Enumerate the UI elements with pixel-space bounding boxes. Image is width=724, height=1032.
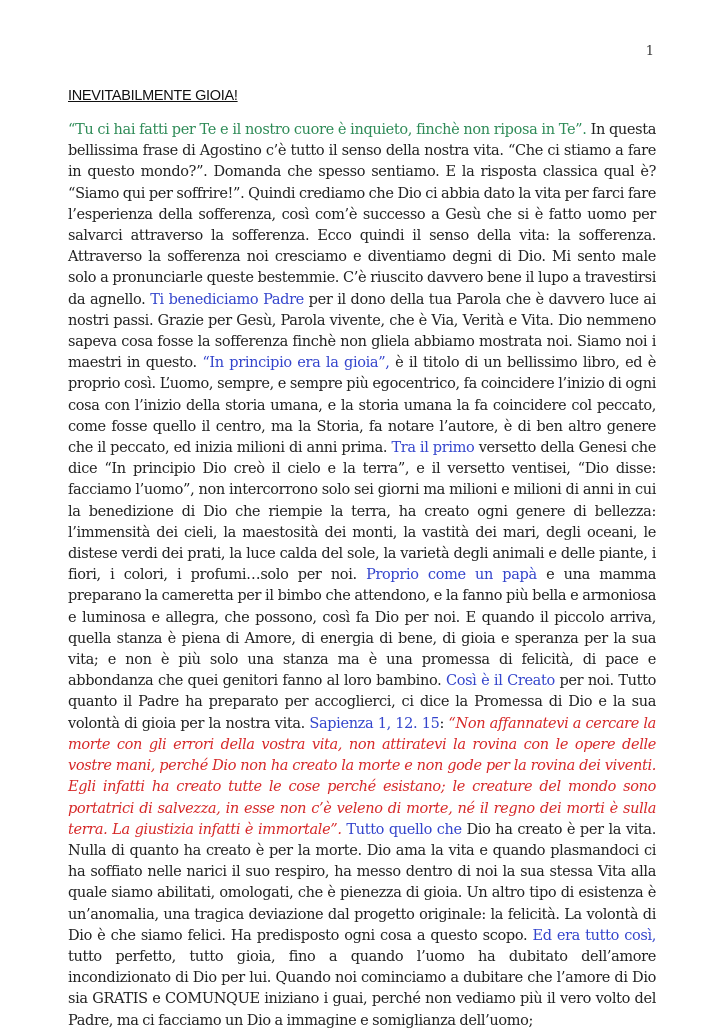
body-text-run: tutto perfetto, tutto gioia, fino a quando l’uomo ha dubitato dell’amore incondizionato di Dio per lui. Quando noi cominciamo a dubitare che l’amore di Dio sia GRATIS e COMUNQUE iniziano i guai, perché non vediamo più il vero volto del Padre, ma ci facciamo un Dio a immagine e somiglianza dell’uomo; bbox=[68, 948, 656, 1029]
document-title: INEVITABILMENTE GIOIA! bbox=[68, 88, 238, 104]
highlighted-phrase: Ed era tutto così, bbox=[532, 927, 656, 944]
highlighted-phrase: “In principio era la gioia”, bbox=[202, 355, 390, 372]
scripture-quote: “Non affannatevi a cercare la morte con gli errori della vostra vita, non attiratevi la rovina con le opere delle vostre mani, perché Dio non ha creato la morte e non gode per la rovina dei viventi. Egli infatti ha creato tutte le cose perché esistano; le creature del mondo sono portatrici di salvezza, in esse non c’è veleno di morte, né il regno dei morti è sulla terra. La giustizia infatti è immortale”. bbox=[68, 715, 656, 838]
body-text-run: e una mamma preparano la cameretta per il bimbo che attendono, e la fanno più bella e armoniosa e luminosa e allegra, che possono, così fa Dio per noi. E quando il piccolo arriva, quella stanza è piena di Amore, di energia di bene, di gioia e speranza per la sua vita; e non è più solo una stanza ma è una promessa di felicità, di pace e abbondanza che quei genitori fanno al loro bambino. bbox=[68, 567, 656, 690]
body-text-run: In questa bellissima frase di Agostino c’è tutto il senso della nostra vita. “Che ci stiamo a fare in questo mondo?”. Domanda che spesso sentiamo. E la risposta classica qual è? “Siamo qui per soffrire!”. Quindi crediamo che Dio ci abbia dato la vita per farci fare l’esperienza della sofferenza, così com’è successo a Gesù che si è fatto uomo per salvarci attraverso la sofferenza. Ecco quindi il senso della vita: la sofferenza. Attraverso la sofferenza noi cresciamo e diventiamo degni di Dio. Mi sento male solo a pronunciarle queste bestemmie. C’è riuscito davvero bene il lupo a travestirsi da agnello. bbox=[68, 122, 657, 308]
body-text-run: per il dono della tua Parola che è davvero luce ai nostri passi. Grazie per Gesù, Parola vivente, che è Via, Verità e Vita. Dio nemmeno sapeva cosa fosse la sofferenza finchè non gliela abbiamo mostrata noi. Siamo noi i maestri in questo. bbox=[68, 291, 657, 372]
page-number: 1 bbox=[645, 44, 654, 59]
body-text-run: è il titolo di un bellissimo libro, ed è proprio così. L’uomo, sempre, e sempre più egocentrico, fa coincidere l’inizio di ogni cosa con l’inizio della storia umana, e la storia umana la fa coincidere col peccato, come fosse quello il centro, ma la Storia, fa notare l’autore, è di ben altro genere che il peccato, ed inizia milioni di anni prima. bbox=[68, 355, 657, 457]
body-text-run: versetto della Genesi che dice “In principio Dio creò il cielo e la terra”, e il versetto ventisei, “Dio disse: facciamo l’uomo”, non intercorrono solo sei giorni ma milioni e milioni di anni in cui la benedizione di Dio che riempie la terra, ha creato ogni genere di bellezza: l’immensità dei cieli, la maestosità dei monti, la vastità dei mari, degli oceani, le distese verdi dei prati, la luce calda del sole, la varietà degli animali e delle piante, i fiori, i colori, i profumi…solo per noi. bbox=[68, 440, 657, 584]
highlighted-phrase: Proprio come un papà bbox=[366, 567, 537, 584]
body-paragraph bbox=[68, 120, 656, 1032]
highlighted-phrase: Tutto quello che bbox=[346, 821, 462, 838]
highlighted-phrase: Ti benediciamo Padre bbox=[150, 291, 304, 308]
body-text-run: per noi. Tutto quanto il Padre ha preparato per accoglierci, ci dice la Promessa di Dio e la sua volontà di gioia per la nostra vita. bbox=[68, 673, 656, 732]
body-text-run: : bbox=[439, 715, 449, 732]
highlighted-phrase: Sapienza 1, 12. 15 bbox=[309, 715, 440, 732]
augustine-quote: “Tu ci hai fatti per Te e il nostro cuore è inquieto, finchè non riposa in Te”. bbox=[68, 122, 587, 138]
highlighted-phrase: Così è il Creato bbox=[445, 673, 555, 690]
body-text-run: Dio ha creato è per la vita. Nulla di quanto ha creato è per la morte. Dio ama la vita e quando plasmandoci ci ha soffiato nelle narici il suo respiro, ha messo dentro di noi la sua stessa Vita alla quale siamo abilitati, omologati, che è pienezza di gioia. Un altro tipo di esistenza è un’anomalia, una tragica deviazione dal progetto originale: la felicità. La volontà di Dio è che siamo felici. Ha predisposto ogni cosa a questo scopo. bbox=[68, 821, 656, 944]
highlighted-phrase: Tra il primo bbox=[391, 440, 475, 457]
